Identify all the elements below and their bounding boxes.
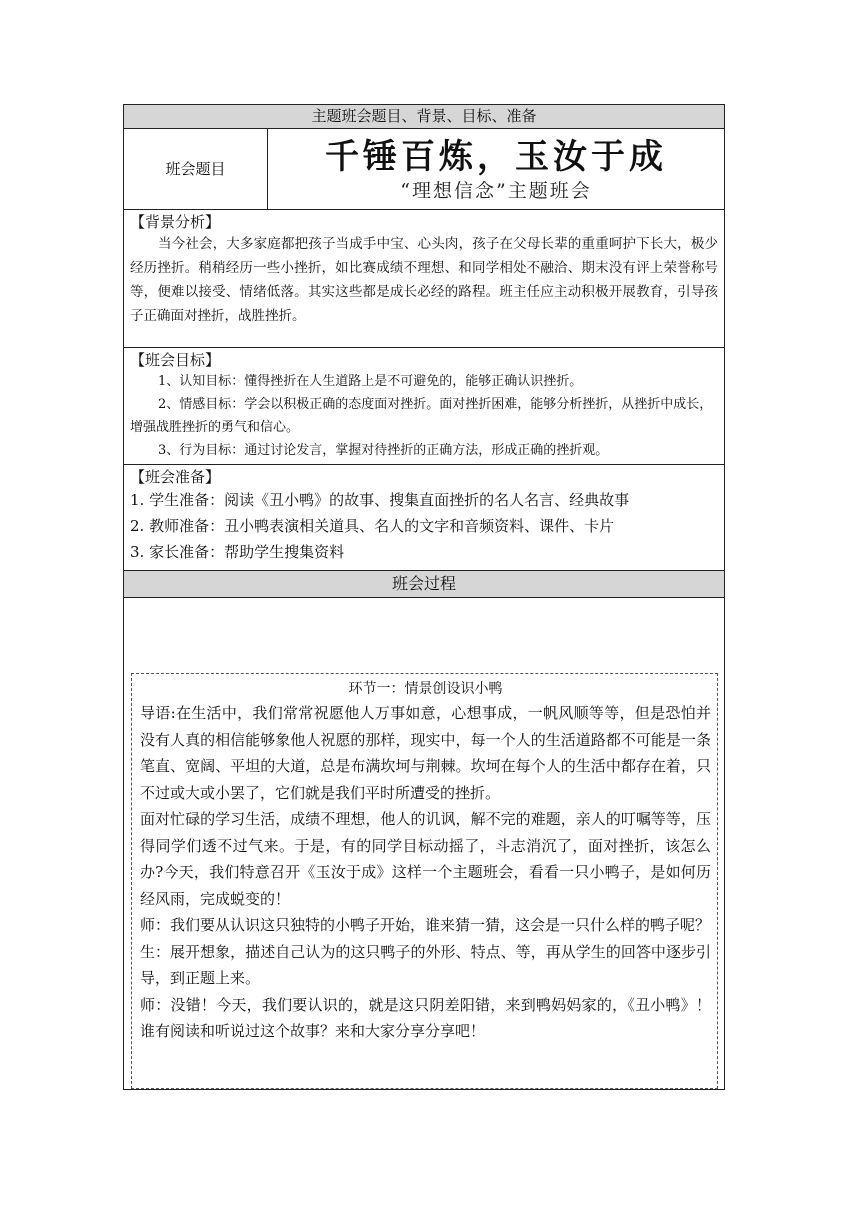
process-paragraph: 导语:在生活中，我们常常祝愿他人万事如意，心想事成，一帆风顺等等，但是恐怕并没有人真的相信能够象他人祝愿的那样，现实中，每一个人的生活道路都不可能是一条笔直、宽阔、平坦的大道，总是布满坎坷与荆棘。坎坷在每个人的生活中都存在着，只不过或大或小罢了，它们就是我们平时所遭受的挫折。 [140, 704, 711, 802]
background-heading: 【背景分析】 [130, 213, 221, 231]
preparation-heading: 【班会准备】 [130, 468, 221, 486]
goal-item: 2、情感目标：学会以积极正确的态度面对挫折。面对挫折困难，能够分析挫折，从挫折中成长，增强战胜挫折的勇气和信心。 [130, 397, 713, 435]
sub-title: “理想信念”主题班会 [400, 180, 592, 202]
process-section-title: 环节一：情景创设识小鸭 [348, 681, 503, 697]
preparation-section [124, 465, 724, 570]
preparation-item: 2. 教师准备：丑小鸭表演相关道具、名人的文字和音频资料、课件、卡片 [130, 517, 615, 535]
process-content-box [131, 673, 718, 1089]
background-section [124, 210, 724, 348]
preparation-item: 1. 学生准备：阅读《丑小鸭》的故事、搜集直面挫折的名人名言、经典故事 [130, 491, 630, 509]
process-band: 班会过程 [124, 570, 724, 598]
background-text: 当今社会，大多家庭都把孩子当成手中宝、心头肉，孩子在父母长辈的重重呵护下长大，极少经历挫折。稍稍经历一些小挫折，如比赛成绩不理想、和同学相处不融洽、期末没有评上荣誉称号等，便难以接受、情绪低落。其实这些都是成长必经的路程。班主任应主动积极开展教育，引导孩子正确面对挫折，战胜挫折。 [130, 236, 718, 324]
process-paragraph: 师：我们要从认识这只独特的小鸭子开始，谁来猜一猜，这会是一只什么样的鸭子呢？ [140, 916, 711, 934]
main-title: 千锤百炼，玉汝于成 [325, 137, 667, 177]
title-label: 班会题目 [124, 129, 268, 209]
preparation-item: 3. 家长准备：帮助学生搜集资料 [130, 543, 345, 561]
process-paragraph: 师：没错！今天，我们要认识的，就是这只阴差阳错，来到鸭妈妈家的，《丑小鸭》！谁有阅读和听说过这个故事？来和大家分享分享吧！ [140, 995, 711, 1040]
process-paragraph: 面对忙碌的学习生活，成绩不理想，他人的讥讽，解不完的难题，亲人的叮嘱等等，压得同学们透不过气来。于是，有的同学目标动摇了，斗志消沉了，面对挫折，该怎么办?今天，我们特意召开《玉汝于成》这样一个主题班会，看看一只小鸭子，是如何历经风雨，完成蜕变的！ [140, 810, 711, 908]
title-row [124, 129, 724, 210]
lesson-plan-table [123, 104, 725, 1090]
goals-section [124, 348, 724, 465]
goal-item: 3、行为目标：通过讨论发言，掌握对待挫折的正确方法，形成正确的挫折观。 [158, 443, 609, 458]
goals-heading: 【班会目标】 [130, 351, 221, 369]
goal-item: 1、认知目标：懂得挫折在人生道路上是不可避免的，能够正确认识挫折。 [158, 374, 583, 389]
header-band: 主题班会题目、背景、目标、准备 [124, 105, 724, 129]
process-paragraph: 生：展开想象，描述自己认为的这只鸭子的外形、特点、等，再从学生的回答中逐步引导，到正题上来。 [140, 942, 711, 987]
